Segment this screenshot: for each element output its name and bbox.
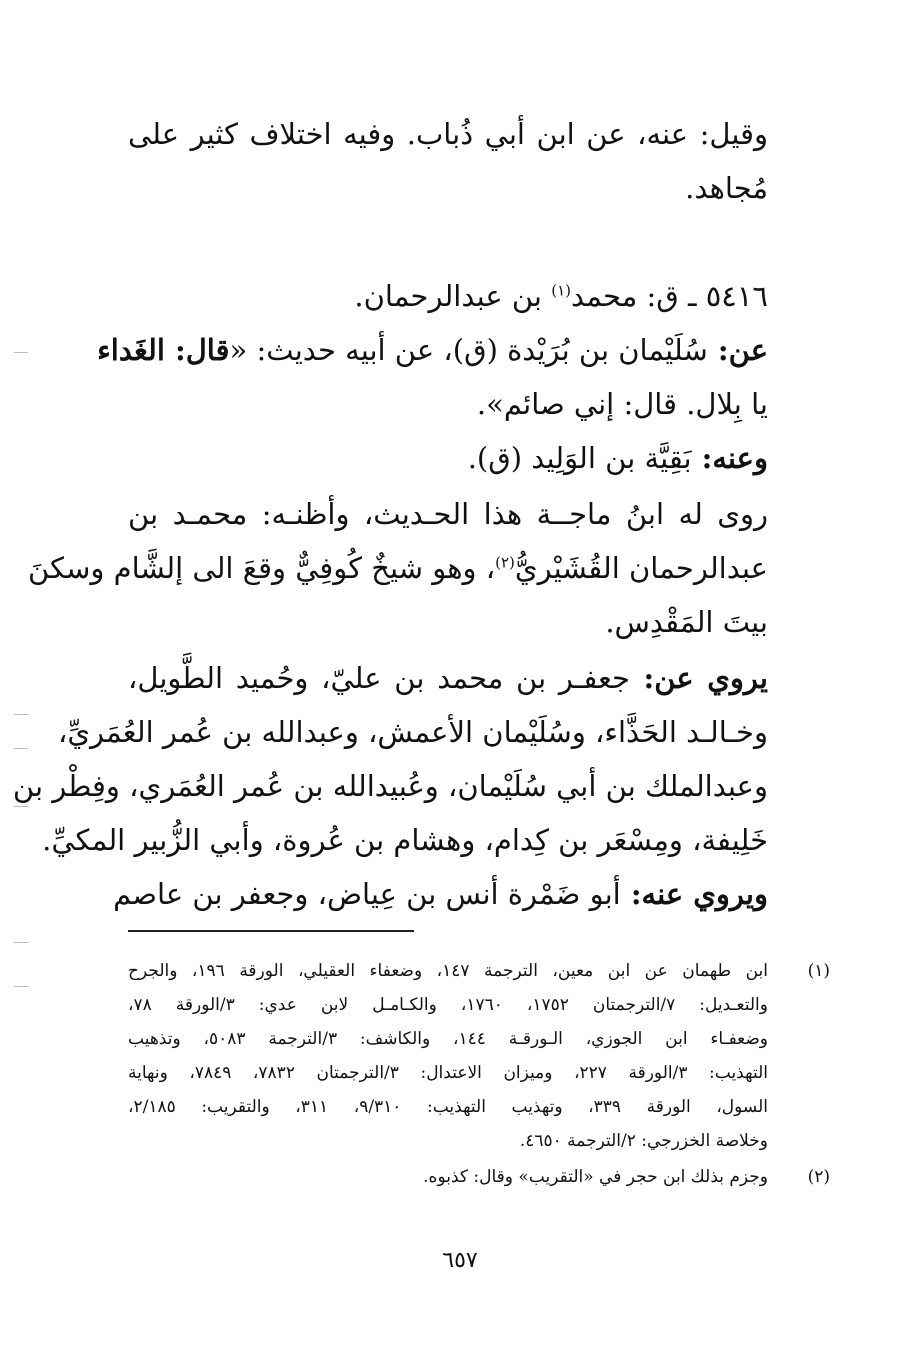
footnote-ref-1: (١) <box>551 281 572 300</box>
footnote-1-line-2: والتعـديل: ٧/الترجمتان ١٧٥٢، ١٧٦٠، والكـامـل لابن عدي: ٣/الورقة ٧٨، <box>128 995 768 1015</box>
entry-heading-tail: بن عبدالرحمان. <box>354 279 552 313</box>
scan-mark <box>14 748 28 749</box>
teachers-label: يروي عن: <box>629 661 768 695</box>
scan-mark <box>14 714 28 715</box>
students-text: أبو ضَمْرة أنس بن عِياض، وجعفر بن عاصم <box>113 877 621 911</box>
entry-heading <box>128 276 768 316</box>
teachers-line <box>128 658 768 698</box>
narrated-by-line <box>128 438 768 478</box>
hadith-quote: قال: الغَداء <box>97 333 230 367</box>
footnote-1-line-1: ابن طهمان عن ابن معين، الترجمة ١٤٧، وضعفاء العقيلي، الورقة ١٩٦، والجرح <box>128 961 768 981</box>
footnote-1-line-5: السول، الورقة ٣٣٩، وتهذيب التهذيب: ٩/٣١٠، ٣١١، والتقريب: ٢/١٨٥، <box>128 1097 769 1117</box>
body-line-11: وخـالـد الحَذَّاء، وسُلَيْمان الأعمش، وعبدالله بن عُمر العُمَريِّ، <box>57 715 768 749</box>
body-line-1: وقيل: عنه، عن ابن أبي ذُباب. وفيه اختلاف كثير على <box>128 117 768 151</box>
footnote-1-line-4: التهذيب: ٣/الورقة ٢٢٧، وميزان الاعتدال: ٣/الترجمتان ٧٨٣٢، ٧٨٤٩، ونهاية <box>128 1063 768 1083</box>
narrated-by-text: بَقِيَّة بن الوَلِيد (ق). <box>467 441 692 475</box>
students-label: ويروي عنه: <box>620 877 768 911</box>
narrated-from-line <box>97 330 768 370</box>
body-line-13: خَلِيفة، ومِسْعَر بن كِدام، وهشام بن عُروة، وأبي الزُّبير المكيِّ. <box>42 823 768 857</box>
teachers-text: جعفـر بن محمد بن عليّ، وحُميد الطَّويل، <box>128 661 630 695</box>
footnote-1-line-6: وخلاصة الخزرجي: ٢/الترجمة ٤٦٥٠. <box>519 1131 768 1151</box>
body-line-8-end: ، وهو شيخٌ كُوفِيٌّ وقعَ الى إلشَّام وسكنَ <box>28 551 496 585</box>
page-number: ٦٥٧ <box>442 1248 478 1273</box>
narrated-from-text: سُلَيْمان بن بُرَيْدة (ق)، عن أبيه حديث: « <box>229 333 708 367</box>
narrated-from-label: عن: <box>707 333 768 367</box>
body-line-9: بيتَ المَقْدِس. <box>605 605 768 639</box>
scan-mark <box>14 352 28 353</box>
entry-heading-text: ٥٤١٦ ـ ق: محمد <box>571 279 768 313</box>
footnote-1-line-3: وضعفـاء ابن الجوزي، الـورقـة ١٤٤، والكاشف: ٣/الترجمة ٥٠٨٣، وتذهيب <box>128 1029 769 1049</box>
body-line-8-start: عبدالرحمان القُشَيْريُّ <box>514 551 768 585</box>
footnote-1-number: (١) <box>807 961 830 981</box>
narrated-by-label: وعنه: <box>691 441 768 475</box>
body-line-8 <box>28 548 768 588</box>
scan-mark <box>14 986 28 987</box>
body-line-5: يا بِلال. قال: إني صائم». <box>476 387 768 421</box>
scan-mark <box>14 942 28 943</box>
footnote-2-number: (٢) <box>807 1167 830 1187</box>
body-line-7: روى له ابنُ ماجــة هذا الحـديث، وأظنـه: محمـد بن <box>128 497 768 531</box>
footnote-ref-2: (٢) <box>495 553 515 572</box>
scan-mark <box>14 806 28 807</box>
students-line <box>113 874 768 914</box>
body-line-12: وعبدالملك بن أبي سُلَيْمان، وعُبيدالله بن عُمر العُمَري، وفِطْر بن <box>12 769 768 803</box>
footnote-2-line-1: وجزم بذلك ابن حجر في «التقريب» وقال: كذبوه. <box>423 1167 768 1187</box>
footnote-separator <box>128 930 414 932</box>
body-line-2: مُجاهد. <box>685 171 768 205</box>
